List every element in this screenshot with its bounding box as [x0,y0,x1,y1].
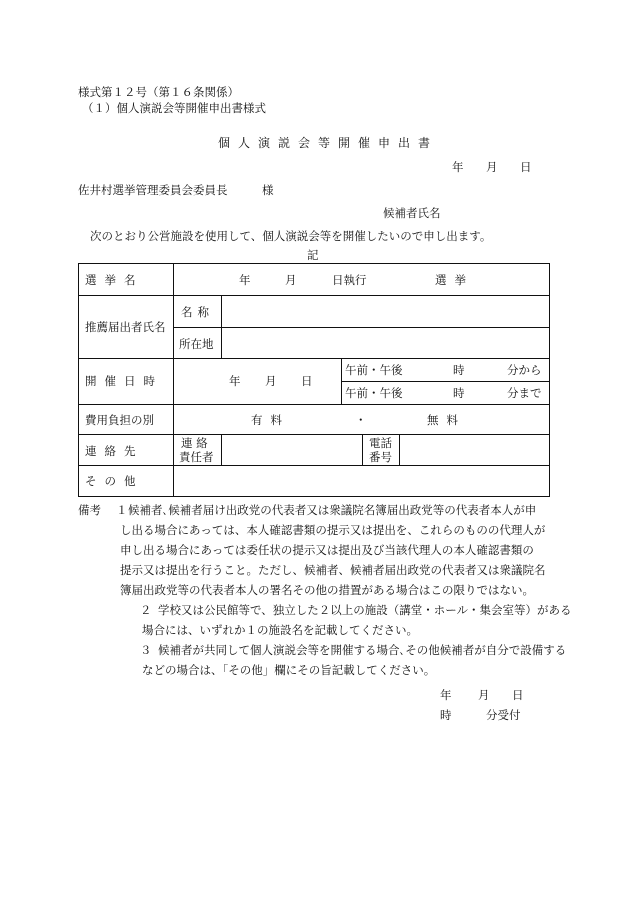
contact-phone-line2: 番号 [369,450,392,464]
recommender-address-label: 所在地 [179,337,214,351]
note-1-line-3: 申し出る場合にあっては委任状の提示又は提出及び当該代理人の本人確認書類の [120,543,534,557]
election-month: 月 [285,273,297,287]
receipt-year: 年 [440,688,452,702]
note-1-line-5: 簿届出政党等の代表者本人の署名その他の措置がある場合はこの限りではない。 [120,583,534,597]
addressee: 佐井村選挙管理委員会委員長 [78,183,228,197]
note-1-line-1: 候補者､候補者届け出政党の代表者又は衆議院名簿届出政党等の代表者本人が申 [128,503,537,517]
receipt-hour: 時 [440,708,452,722]
note-3-line-1: 候補者が共同して個人演説会等を開催する場合､その他候補者が自分で設備する [158,643,567,657]
cost-paid[interactable]: 有料 [251,413,290,427]
ki-mark: 記 [307,248,319,262]
receipt-min-received: 分受付 [486,708,521,722]
datetime-month: 月 [265,374,277,388]
notes-label: 備考 [78,503,101,517]
datetime-label: 開催日時 [85,374,163,388]
document-title: 個人演説会等開催申出書 [218,136,439,150]
note-3-line-2: などの場合は、「その他」欄にその旨記載してください。 [142,663,436,677]
contact-label: 連絡先 [85,444,144,458]
note-3-number: ３ [140,643,152,657]
applicant-label: 候補者氏名 [383,206,441,220]
election-year: 年 [239,273,251,287]
date-year: 年 [452,160,464,174]
receipt-day: 日 [512,688,524,702]
datetime-year: 年 [229,374,241,388]
note-2-line-1: 学校又は公民館等で、独立した２以上の施設（講堂・ホール・集会室等）がある [158,603,572,617]
election-senkyo: 選挙 [435,273,474,287]
datetime-min-to: 分まで [507,386,542,400]
other-label: その他 [85,474,144,488]
recommender-name-label: 名称 [181,305,214,319]
datetime-hour-2: 時 [453,386,465,400]
election-day-exec: 日執行 [332,273,367,287]
note-2-line-2: 場合には、いずれか１の施設名を記載してください。 [142,623,418,637]
election-label: 選挙名 [85,273,144,287]
application-form-table [78,263,550,497]
other-field[interactable] [177,469,545,493]
addressee-suffix: 様 [262,183,274,197]
receipt-month: 月 [478,688,490,702]
contact-person-line2: 責任者 [179,450,214,464]
datetime-ampm-1: 午前・午後 [345,363,403,377]
cost-separator: ・ [355,413,367,427]
form-subtitle: （１）個人演説会等開催申出書様式 [82,101,266,115]
recommender-label: 推薦届出者氏名 [85,320,166,334]
contact-phone-line1: 電話 [369,436,392,450]
contact-person-line1: 連 絡 [181,436,208,450]
contact-phone-field[interactable] [403,439,545,461]
cost-label: 費用負担の別 [85,413,154,427]
cost-free[interactable]: 無料 [427,413,466,427]
date-day: 日 [520,160,532,174]
datetime-min-from: 分から [507,363,542,377]
recommender-name-field[interactable] [225,301,545,323]
datetime-hour-1: 時 [453,363,465,377]
form-number: 様式第１２号（第１６条関係） [78,85,239,99]
intro-text: 次のとおり公営施設を使用して、個人演説会等を開催したいので申し出ます。 [90,229,492,243]
datetime-day: 日 [301,374,313,388]
note-1-line-2: し出る場合にあっては、本人確認書類の提示又は提出を、これらのものの代理人が [120,523,546,537]
note-1-number: １ [116,503,128,517]
date-month: 月 [486,160,498,174]
note-1-line-4: 提示又は提出を行うこと。ただし、候補者、候補者届出政党の代表者又は衆議院名 [120,563,546,577]
note-2-number: ２ [140,603,152,617]
datetime-ampm-2: 午前・午後 [345,386,403,400]
recommender-address-field[interactable] [225,332,545,354]
contact-person-field[interactable] [225,439,357,461]
